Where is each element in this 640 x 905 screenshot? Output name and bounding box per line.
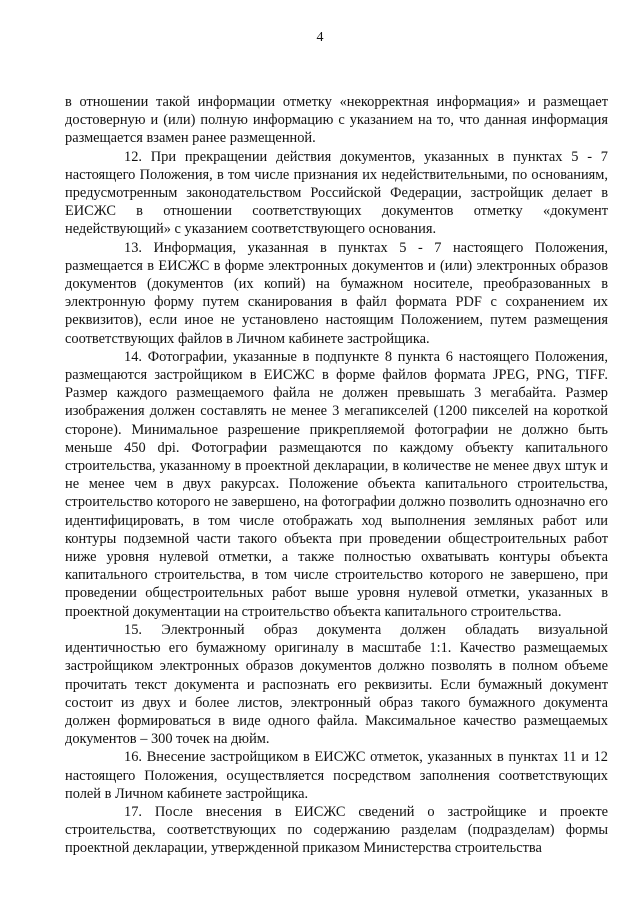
paragraph-12: 12. При прекращении действия документов, указанных в пунктах 5 - 7 настоящего Положения, в том числе признания их недействительными, по основаниям, предусмотренным законодательством Российской Федерации, застройщик делает в ЕИСЖС в отношении соответствующих документов отметку «документ недействующий» с указанием соответствующего основания. <box>65 148 608 238</box>
paragraph-16: 16. Внесение застройщиком в ЕИСЖС отметок, указанных в пунктах 11 и 12 настоящего Положения, осуществляется посредством заполнения соответствующих полей в Личном кабинете застройщика. <box>65 749 608 802</box>
paragraph-17: 17. После внесения в ЕИСЖС сведений о застройщике и проекте строительства, соответствующих по содержанию разделам (подразделам) формы проектной декларации, утвержденной приказом Министерства строительства <box>65 803 608 857</box>
paragraph-15: 15. Электронный образ документа должен обладать визуальной идентичностью его бумажному оригиналу в масштабе 1:1. Качество размещаемых застройщиком электронных образов документов должно позволять в полном объеме прочитать текст документа и распознать его реквизиты. Если бумажный документ состоит из двух и более листов, электронный образ такого бумажного документа должен формироваться в виде одного файла. Максимальное качество размещаемых документов – 300 точек на дюйм. <box>65 621 608 748</box>
page-number: 4 <box>316 30 324 45</box>
paragraph-14: 14. Фотографии, указанные в подпункте 8 пункта 6 настоящего Положения, размещаются застройщиком в ЕИСЖС в форме файлов формата JPEG, PNG, TIFF. Размер каждого размещаемого файла не должен превышать 3 мегабайта. Размер изображения должен составлять не менее 3 мегапикселей (1200 пикселей на короткой стороне). Минимальное разрешение прикрепляемой фотографии не должно быть меньше 450 dpi. Фотографии размещаются по каждому объекту капитального строительства, указанному в проектной декларации, в количестве не менее двух штук и не менее чем в двух ракурсах. Положение объекта капитального строительства, строительство которого не завершено, на фотографии должно позволить однозначно его идентифицировать, в том числе отображать ход выполнения земляных работ или контуры подземной части такого объекта при проведении общестроительных работ ниже уровня нулевой отметки, а также полностью охватывать контуры объекта капитального строительства, в том числе строительство которого не завершено, при проведении общестроительных работ выше уровня нулевой отметки, указанных в проектной документации на строительство объекта капитального строительства. <box>65 348 608 620</box>
document-body <box>65 93 608 858</box>
paragraph-continuation: в отношении такой информации отметку «некорректная информация» и размещает достоверную и (или) полную информацию с указанием на то, что данная информация размещается взамен ранее размещенной. <box>65 94 608 147</box>
paragraph-13: 13. Информация, указанная в пунктах 5 - 7 настоящего Положения, размещается в ЕИСЖС в форме электронных документов и (или) электронных образов документов (документов (их копий) на бумажном носителе, преобразованных в электронную форму путем сканирования в файл формата PDF с сохранением их реквизитов), если иное не установлено настоящим Положением, путем размещения соответствующих файлов в Личном кабинете застройщика. <box>65 239 608 347</box>
